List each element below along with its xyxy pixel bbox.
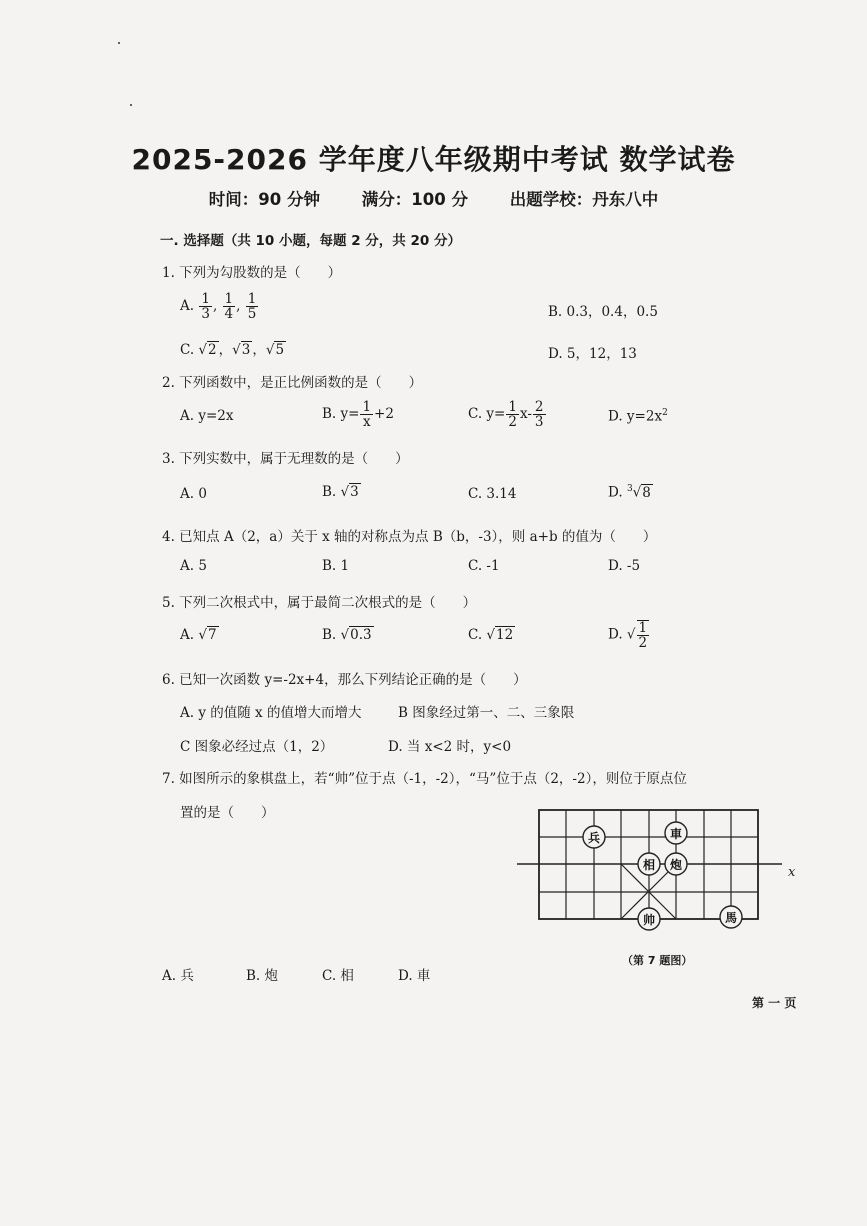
- question-5-option-a: A. √7: [180, 627, 217, 643]
- question-7-stem-line1: 7. 如图所示的象棋盘上，若“帅”位于点（-1，-2），“马”位于点（2，-2），则位于原点位: [162, 771, 687, 787]
- question-4-option-b: B. 1: [322, 558, 350, 574]
- question-4-option-d: D. -5: [608, 558, 641, 574]
- question-4-option-c: C. -1: [468, 558, 500, 574]
- question-5-stem: 5. 下列二次根式中，属于最简二次根式的是（ ）: [162, 595, 477, 611]
- exam-school: 出题学校：丹东八中: [509, 190, 659, 209]
- section-heading: 一. 选择题（共 10 小题，每题 2 分，共 20 分）: [160, 233, 461, 249]
- x-axis-label: x: [788, 865, 796, 880]
- question-3-option-a: A. 0: [180, 486, 207, 502]
- piece-xiang: 相: [642, 858, 656, 872]
- question-7-stem-line2: 置的是（ ）: [180, 805, 275, 821]
- figure-caption: （第 7 题图）: [622, 954, 693, 967]
- question-3-option-c: C. 3.14: [468, 486, 517, 502]
- question-2-stem: 2. 下列函数中，是正比例函数的是（ ）: [162, 375, 423, 391]
- piece-bing: 兵: [587, 831, 601, 845]
- question-7-option-d: D. 車: [398, 968, 431, 984]
- page-number: 第 一 页: [752, 996, 797, 1010]
- question-2-option-c: C. y= $\frac{1}{2}$ x- $\frac{2}{3}$: [468, 399, 544, 431]
- exam-score: 满分：100 分: [361, 190, 468, 209]
- question-1-option-b: B. 0.3，0.4，0.5: [548, 304, 658, 320]
- question-3-option-d: D. $^3$√8: [608, 484, 651, 501]
- question-4-option-a: A. 5: [180, 558, 207, 574]
- chess-board-figure: [512, 806, 802, 941]
- question-6-option-b: B 图象经过第一、二、三象限: [398, 705, 575, 721]
- question-6-option-c: C 图象必经过点（1，2）: [180, 739, 334, 755]
- question-7-option-a: A. 兵: [162, 968, 194, 984]
- piece-shuai: 帅: [642, 913, 656, 927]
- question-3-option-b: B. √3: [322, 484, 359, 500]
- exam-time: 时间：90 分钟: [208, 190, 321, 209]
- question-2-option-b: B. y= $\frac{1}{x}$ +2: [322, 399, 394, 431]
- question-1-stem: 1. 下列为勾股数的是（ ）: [162, 265, 342, 281]
- page-title: 2025-2026 学年度八年级期中考试 数学试卷: [131, 143, 736, 176]
- exam-info: [0, 186, 867, 210]
- question-6-stem: 6. 已知一次函数 y=-2x+4，那么下列结论正确的是（ ）: [162, 672, 527, 688]
- question-6-option-d: D. 当 x<2 时，y<0: [388, 739, 512, 755]
- question-1-option-c: C. √2 ，√3 ，√5: [180, 342, 285, 358]
- piece-ma: 馬: [724, 911, 738, 925]
- question-5-option-d: D. √ $\frac{1}{2}$: [608, 620, 648, 652]
- question-7-option-c: C. 相: [322, 968, 354, 984]
- question-7-option-b: B. 炮: [246, 968, 279, 984]
- piece-che: 車: [669, 827, 683, 841]
- piece-pao: 炮: [669, 858, 683, 872]
- question-5-option-b: B. √0.3̇: [322, 627, 372, 643]
- question-2-option-a: A. y=2x: [180, 408, 234, 424]
- question-6-option-a: A. y 的值随 x 的值增大而增大: [180, 705, 362, 721]
- question-1-option-a: A. $\frac{1}{3}$ , $\frac{1}{4}$ , $\frac{1}{5}$: [180, 291, 257, 323]
- question-3-stem: 3. 下列实数中，属于无理数的是（ ）: [162, 451, 409, 467]
- question-2-option-d: D. $y=2x^2$: [608, 408, 668, 425]
- question-1-option-d: D. 5，12，13: [548, 346, 637, 362]
- question-5-option-c: C. √12: [468, 627, 514, 643]
- question-4-stem: 4. 已知点 A（2，a）关于 x 轴的对称点为点 B（b，-3），则 a+b 的值为（ ）: [162, 529, 657, 545]
